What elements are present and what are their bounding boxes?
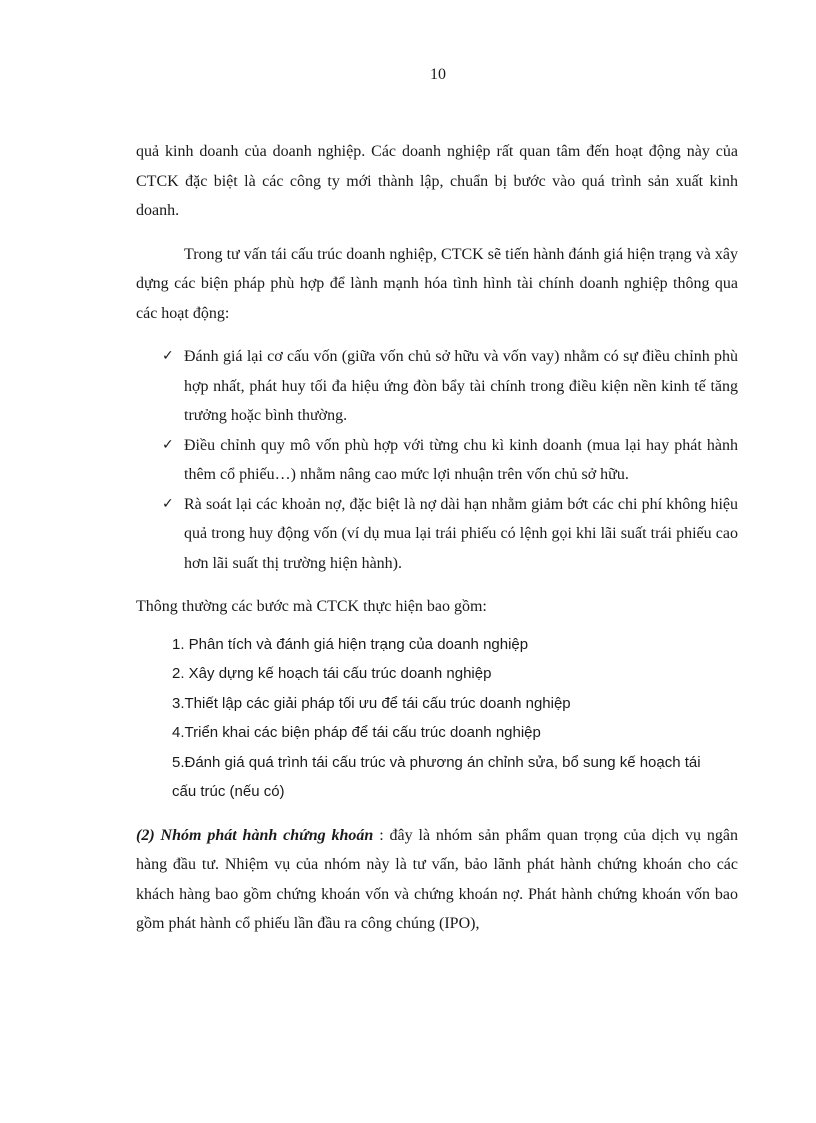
checkmark-icon: ✓ [162, 495, 174, 512]
checkmark-icon: ✓ [162, 436, 174, 453]
checklist-item [162, 431, 738, 490]
activity-checklist [136, 342, 738, 578]
paragraph-continuation: quả kinh doanh của doanh nghiệp. Các doanh nghiệp rất quan tâm đến hoạt động này của CTCK đặc biệt là các công ty mới thành lập, chuẩn bị bước vào quá trình sản xuất kinh doanh. [136, 143, 738, 219]
paragraph-securities-issuance [136, 821, 738, 939]
page-number: 10 [430, 66, 446, 83]
step-item: 5.Đánh giá quá trình tái cấu trúc và phương án chỉnh sửa, bổ sung kế hoạch tái cấu trúc (nếu có) [172, 753, 701, 800]
section-heading: (2) Nhóm phát hành chứng khoán [136, 826, 374, 844]
step-item: 2. Xây dựng kế hoạch tái cấu trúc doanh nghiệp [172, 665, 492, 682]
checkmark-icon: ✓ [162, 348, 174, 364]
checklist-item-text: Rà soát lại các khoản nợ, đặc biệt là nợ dài hạn nhằm giảm bớt các chi phí không hiệu quả trong huy động vốn (ví dụ mua lại trái phiếu có lệnh gọi khi lãi suất trái phiếu cao hơn lãi suất thị trường hiện hành). [184, 495, 738, 572]
paragraph-restructuring-intro: Trong tư vấn tái cấu trúc doanh nghiệp, CTCK sẽ tiến hành đánh giá hiện trạng và xây dựng các biện pháp phù hợp để lành mạnh hóa tình hình tài chính doanh nghiệp thông qua các hoạt động: [136, 245, 738, 322]
checklist-item [162, 342, 738, 431]
checklist-item-text: Điều chỉnh quy mô vốn phù hợp với từng chu kì kinh doanh (mua lại hay phát hành thêm cổ phiếu…) nhằm nâng cao mức lợi nhuận trên vốn chủ sở hữu. [184, 436, 738, 483]
steps-intro: Thông thường các bước mà CTCK thực hiện bao gồm: [136, 598, 487, 615]
checklist-item-text: Đánh giá lại cơ cấu vốn (giữa vốn chủ sở hữu và vốn vay) nhằm có sự điều chỉnh phù hợp nhất, phát huy tối đa hiệu ứng đòn bẩy tài chính trong điều kiện nền kinh tế tăng trưởng hoặc bình thường. [184, 348, 738, 424]
steps-list [136, 630, 738, 807]
page-content [136, 137, 738, 939]
section-text: : đây là nhóm sản phẩm quan trọng của dịch vụ ngân hàng đầu tư. Nhiệm vụ của nhóm này là tư vấn, bảo lãnh phát hành chứng khoán cho các khách hàng bao gồm chứng khoán vốn và chứng khoán nợ. Phát hành chứng khoán vốn bao gồm phát hành cổ phiếu lần đầu ra công chúng (IPO), [136, 826, 739, 932]
step-item: 3.Thiết lập các giải pháp tối ưu để tái cấu trúc doanh nghiệp [172, 694, 571, 712]
step-item: 1. Phân tích và đánh giá hiện trạng của doanh nghiệp [172, 635, 529, 653]
step-item: 4.Triển khai các biện pháp để tái cấu trúc doanh nghiệp [172, 724, 541, 741]
checklist-item [162, 490, 738, 579]
